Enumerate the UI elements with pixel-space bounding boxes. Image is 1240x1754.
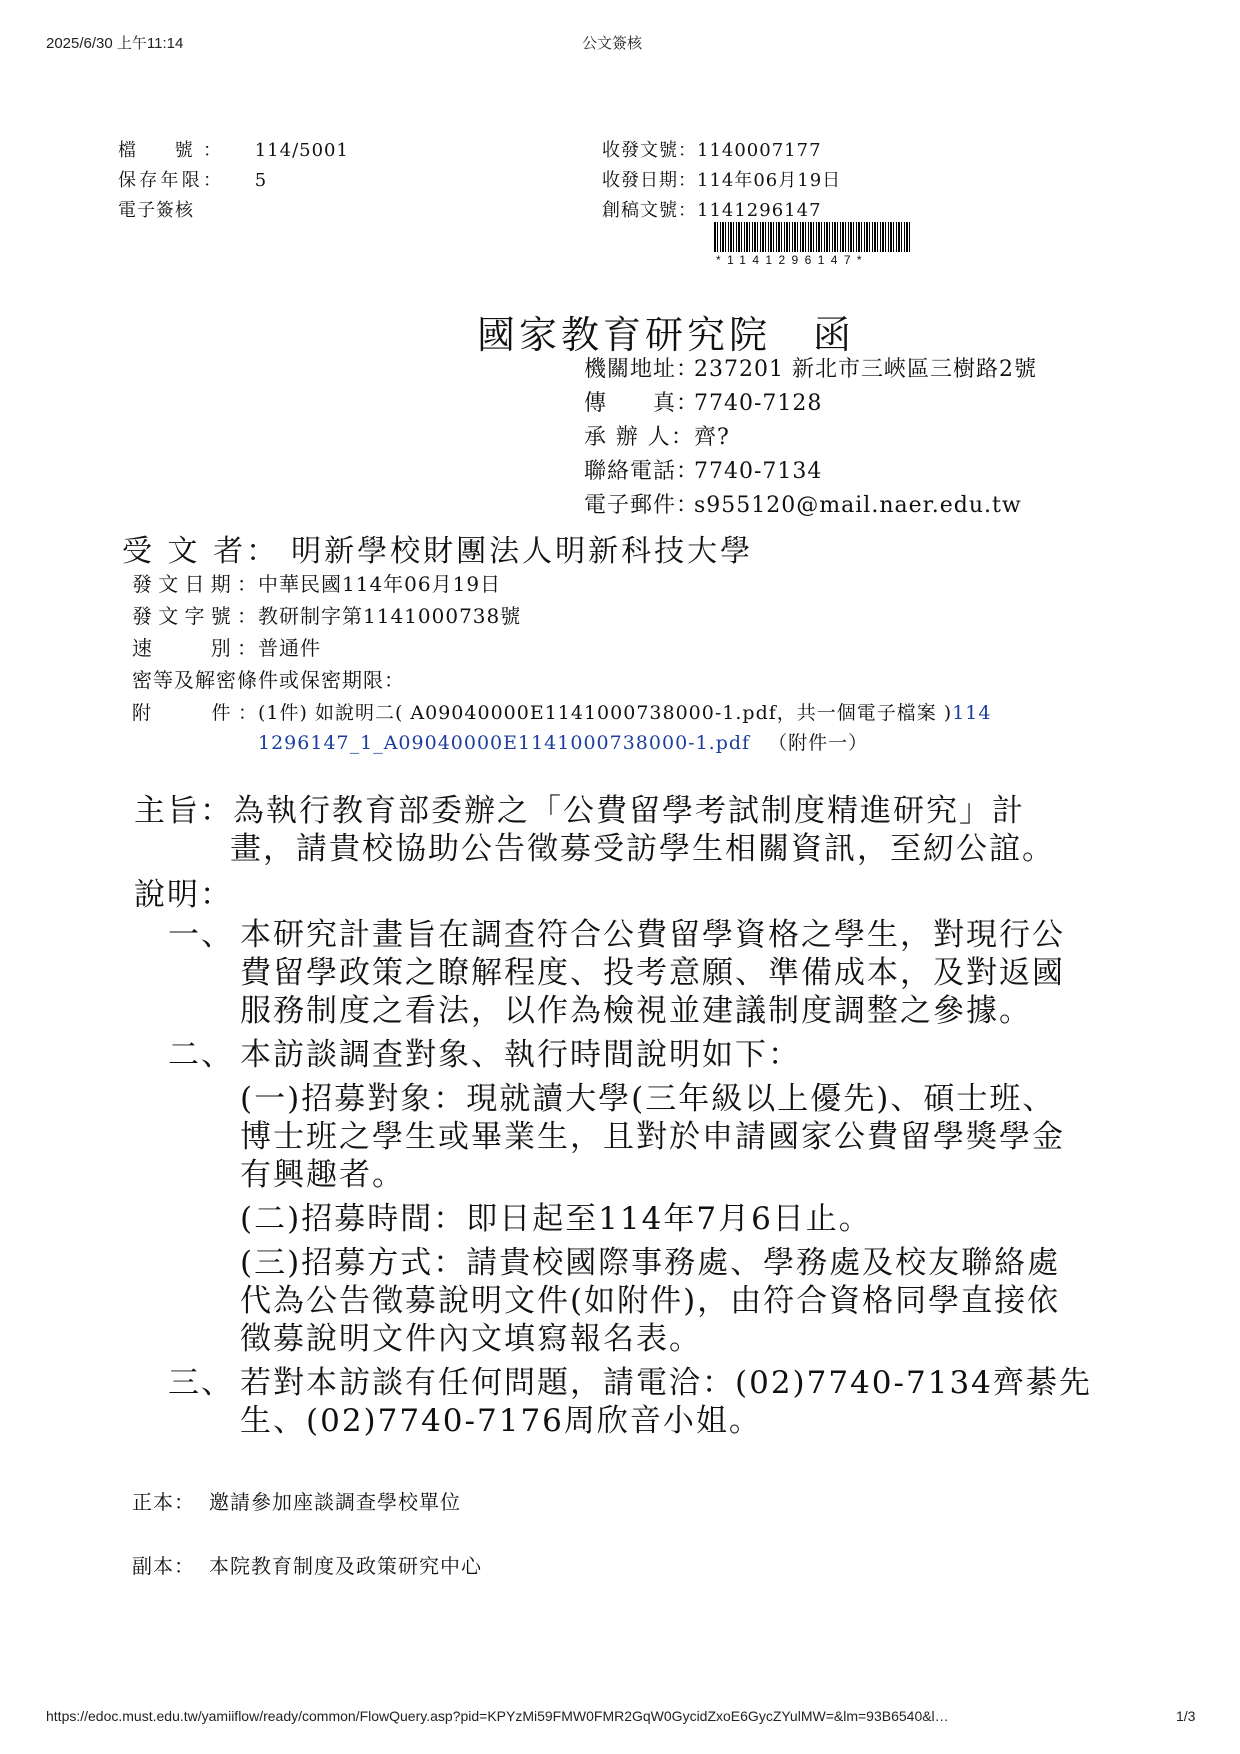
subject-text-2: 畫，請貴校協助公告徵募受訪學生相關資訊，至紉公誼。 [230,831,1055,867]
draft-number-row [602,196,822,222]
send-number-value: 教研制字第1141000738號 [258,604,522,628]
item1-line1: 本研究計畫旨在調查符合公費留學資格之學生，對現行公 [240,917,1065,953]
original-label: 正本： [132,1490,195,1514]
recipient-value: 明新學校財團法人明新科技大學 [291,534,754,569]
item2-line: 本訪談調查對象、執行時間說明如下： [240,1037,801,1073]
receive-date-value: 114年06月19日 [697,170,842,191]
org-handler-row [584,420,730,451]
item2-sub3-line3: 徵募說明文件內文填寫報名表。 [240,1321,702,1357]
subject-line1 [134,793,1025,829]
copy-label: 副本： [132,1554,195,1578]
barcode [714,222,910,252]
subject-label: 主旨： [134,793,233,829]
send-date-label: 發文日期： [132,572,258,596]
speed-row [132,632,321,661]
item2-sub3-line2: 代為公告徵募說明文件(如附件)，由符合資格同學直接依 [240,1283,1061,1319]
item1-line2: 費留學政策之瞭解程度、投考意願、準備成本，及對返國 [240,955,1065,991]
explanation-label: 說明： [134,877,233,913]
org-phone-value: 7740-7134 [694,459,823,484]
original-value: 邀請參加座談調查學校單位 [209,1490,461,1514]
receive-number-value: 1140007177 [697,140,822,161]
speed-label: 速 別： [132,636,258,660]
send-date-row [132,568,501,597]
attachment-row [132,698,991,725]
file-number-value: 114/5001 [254,140,349,161]
recipient-label: 受 文 者： [122,534,280,569]
org-fax-value: 7740-7128 [694,391,823,416]
item2-sub2: (二)招募時間：即日起至114年7月6日止。 [240,1201,872,1237]
item2-sub1-line3: 有興趣者。 [240,1157,405,1193]
draft-number-value: 1141296147 [697,200,822,221]
attachment-row2 [258,728,868,755]
retention-row [118,166,267,192]
item2-sub3-line1: (三)招募方式：請貴校國際事務處、學務處及校友聯絡處 [240,1245,1061,1281]
org-email-value: s955120@mail.naer.edu.tw [694,493,1022,518]
attachment-link[interactable]: 1296147_1_A09040000E1141000738000-1.pdf [258,732,751,754]
e-sign-label: 電子簽核 [118,200,194,221]
receive-date-row [602,166,841,192]
subject-text-1: 為執行教育部委辦之「公費留學考試制度精進研究」計 [233,793,1025,829]
file-number-label: 檔 號： [118,140,222,161]
org-address-row [584,352,1037,383]
org-email-row [584,488,1022,519]
attachment-note: （附件一） [768,732,869,754]
secrecy-label: 密等及解密條件或保密期限： [132,668,405,692]
attachment-link-part1[interactable]: 114 [952,702,992,724]
org-handler-value: 齊? [694,425,730,450]
item2-sub1-line1: (一)招募對象：現就讀大學(三年級以上優先)、碩士班、 [240,1081,1056,1117]
print-page-number: 1/3 [1176,1708,1196,1724]
item1-line3: 服務制度之看法，以作為檢視並建議制度調整之參據。 [240,993,1032,1029]
attachment-label: 附 件： [132,702,258,724]
file-number-row [118,136,349,162]
receive-number-label: 收發文號： [602,140,697,161]
original-row [132,1486,461,1515]
org-email-label: 電子郵件： [584,493,700,518]
barcode-text: *1141296147* [716,253,868,267]
item2-sub1-line2: 博士班之學生或畢業生，且對於申請國家公費留學獎學金 [240,1119,1065,1155]
retention-value: 5 [254,170,268,191]
draft-number-label: 創稿文號： [602,200,697,221]
send-date-value: 中華民國114年06月19日 [258,572,502,596]
org-phone-row [584,454,822,485]
org-address-value: 237201 新北市三峽區三樹路2號 [694,357,1037,382]
send-number-label: 發文字號： [132,604,258,628]
org-address-label: 機關地址： [584,357,700,382]
org-phone-label: 聯絡電話： [584,459,700,484]
receive-number-row [602,136,822,162]
receive-date-label: 收發日期： [602,170,697,191]
print-datetime: 2025/6/30 上午11:14 [46,35,184,52]
org-fax-label: 傳 真： [584,391,700,416]
send-number-row [132,600,521,629]
attachment-text: (1件) 如說明二( A09040000E1141000738000-1.pdf，共一個電子檔案 ) [258,702,953,724]
item3-line1: 若對本訪談有任何問題，請電洽：(02)7740-7134齊綦先 [240,1365,1092,1401]
recipient-row [122,526,753,570]
retention-label: 保存年限： [118,170,222,191]
copy-row [132,1550,482,1579]
org-fax-row [584,386,822,417]
print-title: 公文簽核 [582,35,643,52]
item2-num: 二、 [168,1037,234,1073]
doc-title: 國家教育研究院 函 [477,313,856,357]
speed-value: 普通件 [258,636,321,660]
print-url: https://edoc.must.edu.tw/yamiiflow/ready/common/FlowQuery.asp?pid=KPYzMi59FMW0FMR2GqW0GycidZxoE6GycZYulMW=&lm=93B6540&l… [46,1708,949,1724]
org-handler-label: 承 辦 人： [584,425,694,450]
copy-value: 本院教育制度及政策研究中心 [209,1554,482,1578]
item3-num: 三、 [168,1365,234,1401]
item3-line2: 生、(02)7740-7176周欣音小姐。 [240,1403,762,1439]
item1-num: 一、 [168,917,234,953]
